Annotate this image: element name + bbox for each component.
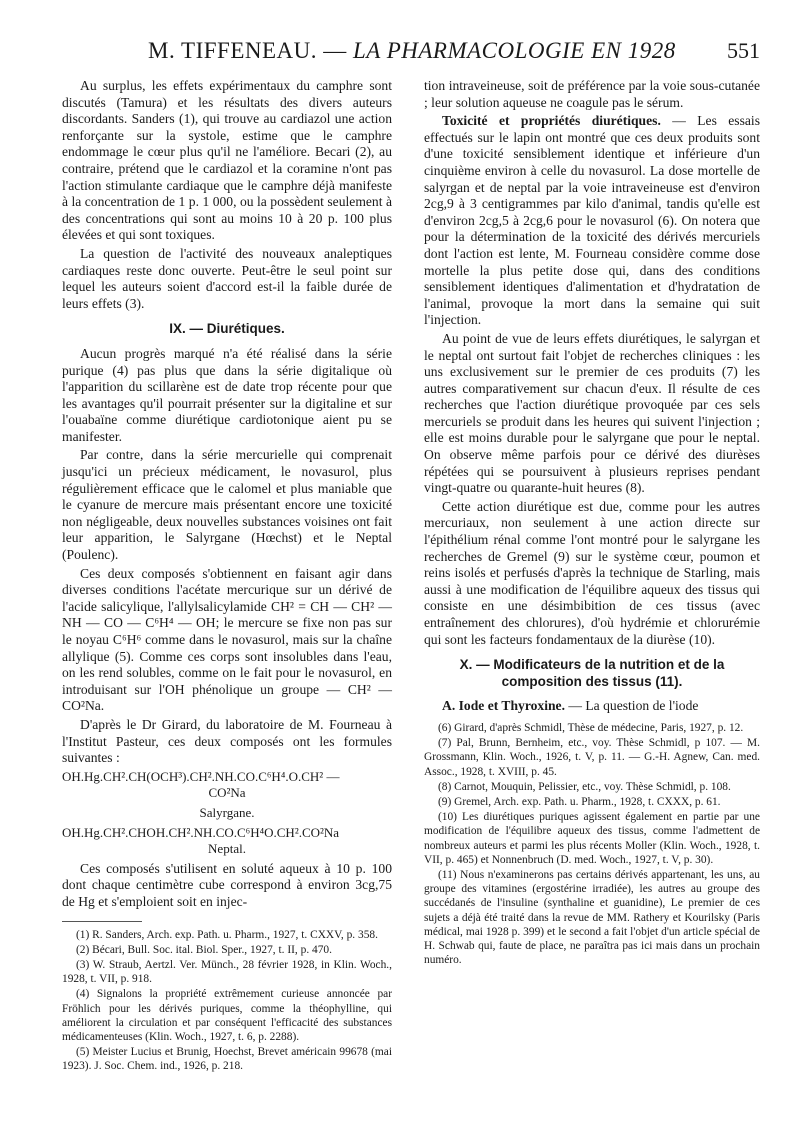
paragraph: tion intraveineuse, soit de préférence par la voie sous-cutanée ; leur solution aqueuse ne coagule pas le sérum. [424,78,760,110]
paragraph: Au point de vue de leurs effets diurétiques, le salyrgan et le neptal ont surtout fait l'objet de recherches cliniques : les uns exclusivement sur le premier de ces produits (7) les autres comparativement sur chacun d'eux. Il résulte de ces recherches que l'action diurétique provoquée par ces sels mercuriels se produit dans les heures qui suivent l'injection ; elle est moins durable pour le salyrgane que pour le neptal. On observe même parfois pour ce dérivé des diurèses répétées qui se poursuivent à plusieurs reprises pendant vingt-quatre ou quarante-huit heures (8). [424,330,760,496]
footnote: (2) Bécari, Bull. Soc. ital. Biol. Sper., 1927, t. II, p. 470. [76,943,332,956]
left-column [62,78,392,1075]
footnote-divider [62,921,142,922]
paragraph: Ces composés s'utilisent en soluté aqueux à 10 p. 100 dont chaque centimètre cube correspond à environ 3cg,75 de Hg et s'emploient soit en injec- [62,860,392,909]
run-in-heading-toxicite: Toxicité et propriétés diurétiques. [442,113,661,129]
paragraph-text: — La question de l'iode [564,698,699,714]
paragraph-iode [424,698,760,715]
subheading-iode-thyroxine: A. Iode et Thyroxine. [442,698,565,714]
section-heading-diuretiques: IX. — Diurétiques. [169,321,285,337]
formula-neptal: OH.Hg.CH².CHOH.CH².NH.CO.C⁶H⁴O.CH².CO²Na [62,824,340,840]
formula-label-salyrgane: Salyrgane. [199,804,255,820]
paragraph: Par contre, dans la série mercurielle qui comprenait jusqu'ici un précieux médicament, le novasurol, plus régulièrement efficace que le calomel et plus maniable que le cyanure de mercure mais présentant encore une toxicité non négligeable, deux nouvelles substances voisines ont fait leur apparition, le Salyrgane (Hœchst) et le Neptal (Poulenc). [62,447,392,563]
footnote: (10) Les diurétiques puriques agissent également en partie par une modification de l'équilibre aqueux des tissus, comme l'admettent de nombreux auteurs et parmi les plus récents Moller (Klin. Woch., 1928, t. VII, p. 465) et Nonnenbruch (D. med. Woch., 1927, t. V, p. 30). [424,811,760,866]
formula-label-neptal: Neptal. [208,841,246,857]
footnote: (1) R. Sanders, Arch. exp. Path. u. Pharm., 1927, t. CXXV, p. 358. [76,928,378,941]
paragraph: Aucun progrès marqué n'a été réalisé dans la série purique (4) pas plus que dans la série digitalique où l'apparition du scillarène est de date trop récente pour que les avantages qu'il pourrait présenter sur la digitaline et sur l'ouabaïne comme diurétique cardiotonique aient pu se manifester. [62,345,392,444]
article-title: LA PHARMACOLOGIE EN 1928 [353,38,676,63]
title-dash: — [317,38,354,63]
formula-salyrgane-line2: CO²Na [208,785,246,801]
footnotes-right [424,721,760,967]
paragraph: Ces deux composés s'obtiennent en faisant agir dans diverses conditions l'acétate mercurique sur un dérivé de l'acide salicylique, l'allylsalicylamide CH² = CH — CH² — NH — CO — C⁶H⁴ — OH; le mercure se fixe non pas sur le noyau C⁶H⁶ comme dans le novasurol, mais sur la chaîne allylique (5). Comme ces corps sont insolubles dans l'eau, on les rend solubles, comme on le fait pour le novasurol, en introduisant sur l'OH phénolique un groupe — CH² — CO²Na. [62,565,392,714]
footnote: (5) Meister Lucius et Brunig, Hoechst, Brevet américain 99678 (mai 1923). J. Soc. Chem. ind., 1926, p. 218. [62,1046,392,1073]
paragraph: D'après le Dr Girard, du laboratoire de M. Fourneau à l'Institut Pasteur, ces deux composés ont les formules suivantes : [62,716,392,766]
author-name: M. TIFFENEAU. [148,38,318,63]
paragraph: Au surplus, les effets expérimentaux du camphre sont discutés (Tamura) et les résultats des divers auteurs discordants. Sanders (1), qui trouve au cardiazol une action renforçante sur la systole, estime que le camphre endommage le cœur plus qu'il ne l'améliore. Becari (2), au contraire, prétend que le cardiazol et la coramine n'ont pas l'action stimulante cardiaque que le camphre déjà manifeste à la concentration de 1 p. 1 000, ou la possèdent seulement à des concentrations qui sont au moins 10 à 20 p. 100 plus élevées et qui sont toxiques. [62,78,392,243]
footnote: (8) Carnot, Mouquin, Pelissier, etc., voy. Thèse Schmidl, p. 108. [438,780,731,793]
right-column [424,78,760,968]
paragraph: Cette action diurétique est due, comme pour les autres mercuriaux, non seulement à une action directe sur l'épithélium rénal comme l'ont montré pour le salyrgane les recherches de Gremel (9) sur le système cœur, poumon et reins isolés et perfusés d'après la technique de Starling, mais aussi à une modification de l'équilibre aqueux des tissus qui consiste en une désimbibition de ces tissus (avec entraînement des chlorures), d'où hydrémie et chlorurémie qui sont les facteurs fondamentaux de la diurèse (10). [424,498,760,647]
footnote: (9) Gremel, Arch. exp. Path. u. Pharm., 1928, t. CXXX, p. 61. [438,795,721,808]
running-head [60,38,760,68]
formula-salyrgane-line1: OH.Hg.CH².CH(OCH³).CH².NH.CO.C⁶H⁴.O.CH² — [62,768,340,784]
footnote: (6) Girard, d'après Schmidl, Thèse de médecine, Paris, 1927, p. 12. [438,721,744,734]
section-heading-modificateurs: X. — Modificateurs de la nutrition et de la composition des tissus (11). [459,657,725,689]
footnote: (11) Nous n'examinerons pas certains dérivés appartenant, les uns, au groupe des vitamines (ergostérine irradiée), les autres au groupe des succédanés de l'insuline (synthaline et guanidine), Le premier de ces sujets a déjà été traité dans la revue de MM. Rathery et Kourilsky (Paris médical, mai 1928 p. 399) et le second a fait l'objet d'un article spécial de H. Schwab qui, faute de place, ne paraîtra pas ici mais dans un prochain numéro. [424,869,760,967]
paragraph-toxicite [424,113,760,329]
footnotes-left [62,928,392,1074]
footnote: (7) Pal, Brunn, Bernheim, etc., voy. Thèse Schmidl, p 107. — M. Grossmann, Klin. Woch., 1926, t. V, p. 11. — G.-H. Agnew, Can. med. Assoc., 1928, t. XVIII, p. 45. [424,737,760,778]
paragraph-text: — Les essais effectués sur le lapin ont montré que ces deux produits sont d'une toxicité sensiblement identique et inférieure d'un cinquième environ à celle du novasurol. La dose mortelle de salyrgan et de neptal par la voie intraveineuse est d'environ 2cg,9 à 3 centigrammes par kilo d'animal, tandis qu'elle est d'environ 2cg,5 à 2cg,6 pour le novasurol (6). On notera que pour la détermination de la toxicité des dérivés mercuriels dont l'action est lente, M. Fourneau considère comme dose mortelle la plus petite dose qui, dans des conditions sensiblement identiques d'alimentation et d'hydratation de l'animal, provoque la mort dans la semaine qui suit l'injection. [424,113,760,328]
footnote: (4) Signalons la propriété extrêmement curieuse annoncée par Fröhlich pour les dérivés puriques, comme la théophylline, qui améliorent la circulation et par conséquent l'efficacité des substances médicamenteuses (Klin. Woch., 1927, t. 6, p. 2288). [62,988,392,1043]
running-head-title [148,38,676,64]
page-number: 551 [727,38,760,63]
paragraph: La question de l'activité des nouveaux analeptiques cardiaques reste donc ouverte. Peut-être le seul point sur lequel les auteurs soient d'accord est-il la faible durée de leurs effets (3). [62,245,392,311]
footnote: (3) W. Straub, Aertzl. Ver. Münch., 28 février 1928, in Klin. Woch., 1928, t. VII, p. 918. [62,958,392,986]
